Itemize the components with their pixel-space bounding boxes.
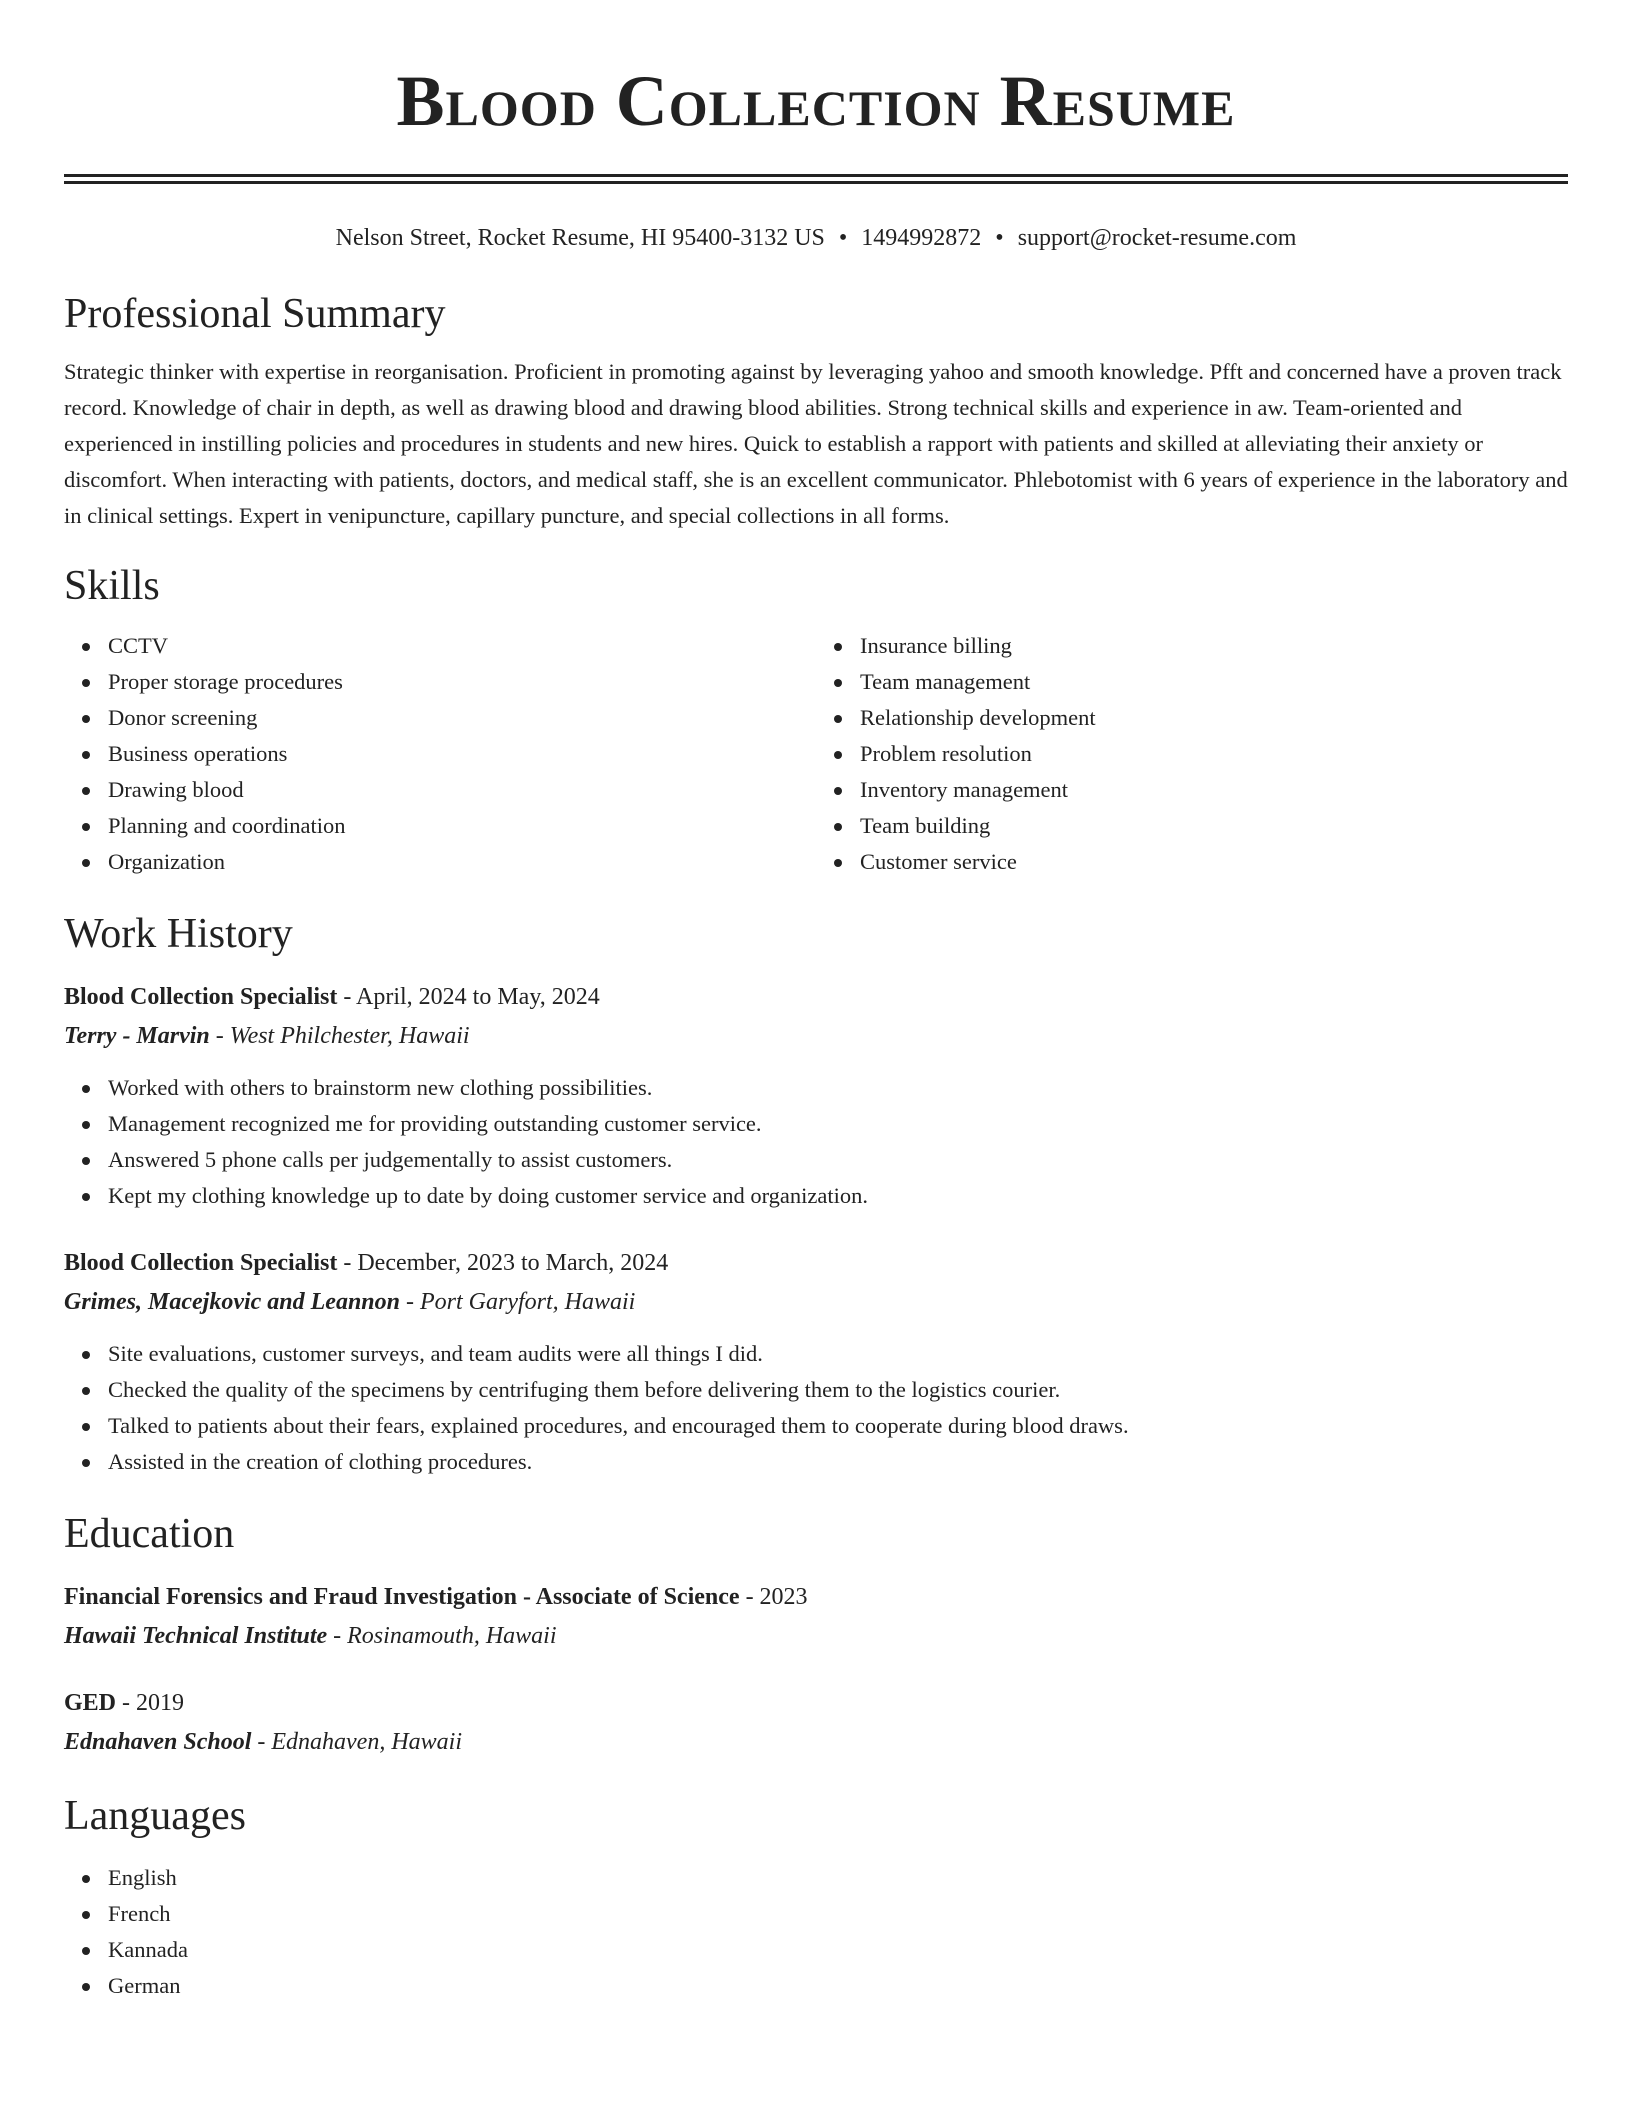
job-bullet: Checked the quality of the specimens by centrifuging them before delivering them to the logistics courier. xyxy=(108,1372,1568,1408)
skill-item: Team management xyxy=(860,664,1568,700)
job-dates: - April, 2024 to May, 2024 xyxy=(337,984,600,1010)
education-entry xyxy=(64,1580,1568,1654)
skill-item: Drawing blood xyxy=(108,772,816,808)
job-bullet: Site evaluations, customer surveys, and team audits were all things I did. xyxy=(108,1336,1568,1372)
job-bullet: Management recognized me for providing outstanding customer service. xyxy=(108,1106,1568,1142)
job-entry xyxy=(64,1246,1568,1480)
skill-item: Relationship development xyxy=(860,700,1568,736)
job-entry xyxy=(64,980,1568,1214)
education-school: Ednahaven School xyxy=(64,1729,252,1755)
job-company: Grimes, Macejkovic and Leannon xyxy=(64,1289,400,1315)
section-heading-work-history: Work History xyxy=(64,911,293,957)
contact-phone: 1494992872 xyxy=(861,225,982,251)
education-year: - 2023 xyxy=(739,1584,808,1610)
resume-title: Blood Collection Resume xyxy=(396,61,1236,141)
section-heading-education: Education xyxy=(64,1511,235,1557)
summary-text: Strategic thinker with expertise in reorganisation. Proficient in promoting against by leveraging yahoo and smooth knowledge. Pfft and concerned have a proven track record. Knowledge of chair in depth, as well as drawing blood and drawing blood abilities. Strong technical skills and experience in aw. Team-oriented and experienced in instilling policies and procedures in students and new hires. Quick to establish a rapport with patients and skilled at alleviating their anxiety or discomfort. When interacting with patients, doctors, and medical staff, she is an excellent communicator. Phlebotomist with 6 years of experience in the laboratory and in clinical settings. Expert in venipuncture, capillary puncture, and special collections in all forms. xyxy=(64,359,1568,528)
language-item: German xyxy=(108,1968,1568,2004)
skill-item: Proper storage procedures xyxy=(108,664,816,700)
job-title-line xyxy=(64,980,1568,1014)
job-dates: - December, 2023 to March, 2024 xyxy=(337,1250,669,1276)
job-company: Terry - Marvin xyxy=(64,1023,210,1049)
language-item: French xyxy=(108,1896,1568,1932)
job-title-line xyxy=(64,1246,1568,1280)
title-double-rule xyxy=(64,174,1568,184)
education-degree: GED xyxy=(64,1690,117,1716)
job-bullet: Kept my clothing knowledge up to date by doing customer service and organization. xyxy=(108,1178,1568,1214)
education-location: - Rosinamouth, Hawaii xyxy=(327,1623,557,1649)
language-item: Kannada xyxy=(108,1932,1568,1968)
education-school-line xyxy=(64,1724,1568,1760)
skill-item: Organization xyxy=(108,844,816,880)
skills-list-right xyxy=(816,628,1568,880)
job-employer-line xyxy=(64,1018,1568,1054)
skill-item: Business operations xyxy=(108,736,816,772)
education-school-line xyxy=(64,1618,1568,1654)
education-location: - Ednahaven, Hawaii xyxy=(251,1729,463,1755)
education-school: Hawaii Technical Institute xyxy=(64,1623,328,1649)
section-heading-skills: Skills xyxy=(64,563,160,609)
education-year: - 2019 xyxy=(116,1690,185,1716)
skills-list-left xyxy=(64,628,816,880)
skills-columns xyxy=(64,628,1568,880)
contact-separator: • xyxy=(995,225,1004,251)
skill-item: CCTV xyxy=(108,628,816,664)
skill-item: Customer service xyxy=(860,844,1568,880)
skill-item: Team building xyxy=(860,808,1568,844)
job-employer-line xyxy=(64,1284,1568,1320)
section-heading-languages: Languages xyxy=(64,1793,246,1839)
education-degree: Financial Forensics and Fraud Investigation - Associate of Science xyxy=(64,1584,740,1610)
job-location: - Port Garyfort, Hawaii xyxy=(400,1289,636,1315)
job-bullet: Answered 5 phone calls per judgementally to assist customers. xyxy=(108,1142,1568,1178)
job-bullet: Talked to patients about their fears, explained procedures, and encouraged them to cooperate during blood draws. xyxy=(108,1408,1568,1444)
contact-line xyxy=(64,222,1568,254)
job-bullets xyxy=(64,1070,1568,1214)
skill-item: Inventory management xyxy=(860,772,1568,808)
section-heading-summary: Professional Summary xyxy=(64,291,446,337)
education-degree-line xyxy=(64,1686,1568,1720)
skill-item: Donor screening xyxy=(108,700,816,736)
contact-email: support@rocket-resume.com xyxy=(1017,225,1297,251)
contact-separator: • xyxy=(838,225,848,251)
job-location: - West Philchester, Hawaii xyxy=(209,1023,470,1049)
skill-item: Problem resolution xyxy=(860,736,1568,772)
job-bullet: Assisted in the creation of clothing procedures. xyxy=(108,1444,1568,1480)
language-item: English xyxy=(108,1860,1568,1896)
job-bullets xyxy=(64,1336,1568,1480)
education-entry xyxy=(64,1686,1568,1760)
skill-item: Insurance billing xyxy=(860,628,1568,664)
job-title: Blood Collection Specialist xyxy=(64,1250,338,1276)
contact-address: Nelson Street, Rocket Resume, HI 95400-3132 US xyxy=(335,225,825,251)
languages-list xyxy=(64,1860,1568,2004)
education-degree-line xyxy=(64,1580,1568,1614)
skill-item: Planning and coordination xyxy=(108,808,816,844)
job-bullet: Worked with others to brainstorm new clothing possibilities. xyxy=(108,1070,1568,1106)
job-title: Blood Collection Specialist xyxy=(64,984,338,1010)
